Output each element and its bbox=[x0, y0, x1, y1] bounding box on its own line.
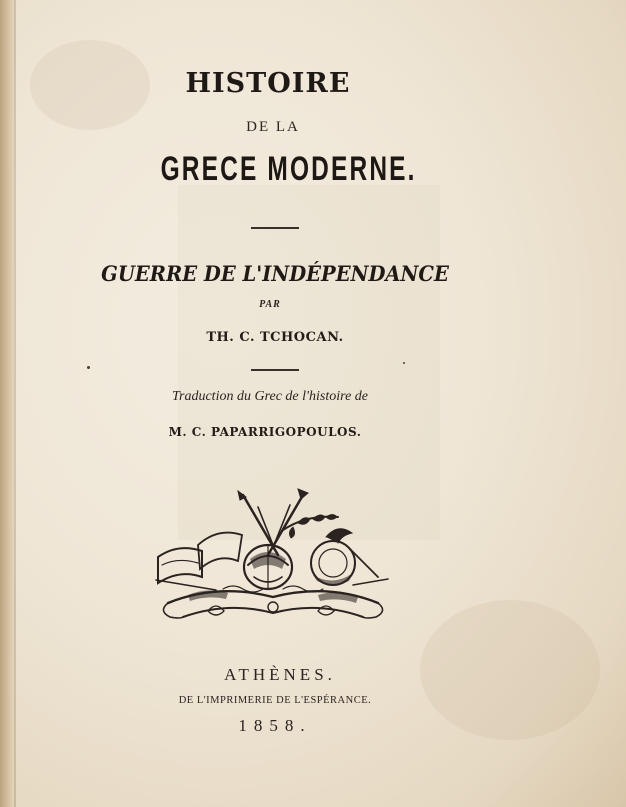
divider-rule bbox=[251, 227, 299, 229]
publication-place: ATHÈNES. bbox=[224, 665, 336, 684]
printer-name: DE L'IMPRIMERIE DE L'ESPÉRANCE. bbox=[178, 695, 372, 706]
book-spine-edge bbox=[0, 0, 14, 807]
trophy-vignette-icon bbox=[148, 485, 398, 635]
paper-stain bbox=[420, 600, 600, 740]
ink-speck bbox=[403, 362, 405, 364]
title-line-3: GRECE MODERNE. bbox=[160, 150, 417, 188]
paper-stain bbox=[30, 40, 150, 130]
by-label: PAR bbox=[259, 299, 281, 310]
title-line-2: DE LA bbox=[246, 119, 300, 135]
translator-name: M. C. PAPARRIGOPOULOS. bbox=[168, 425, 362, 439]
divider-rule bbox=[251, 369, 299, 371]
publication-year: 1858. bbox=[238, 716, 312, 735]
spine-crease bbox=[14, 0, 16, 807]
subtitle: GUERRE DE L'INDÉPENDANCE bbox=[101, 261, 449, 286]
translation-note: Traduction du Grec de l'histoire de bbox=[172, 389, 368, 404]
ink-speck bbox=[87, 366, 90, 369]
title-line-1: HISTOIRE bbox=[185, 68, 351, 99]
author-name: TH. C. TCHOCAN. bbox=[206, 330, 344, 345]
